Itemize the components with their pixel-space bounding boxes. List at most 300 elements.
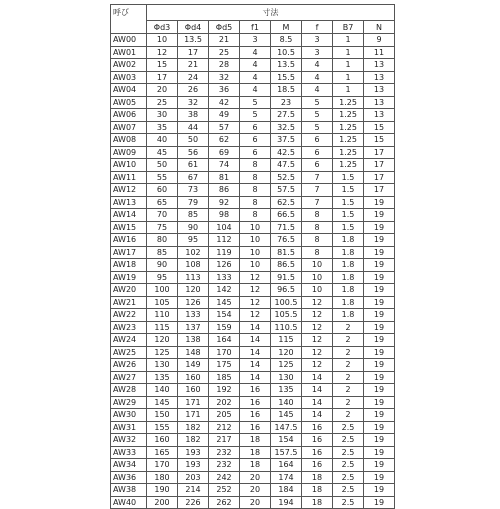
table-row [111, 159, 395, 172]
table-row [111, 346, 395, 359]
column-header: M [271, 21, 302, 34]
table-body [111, 34, 395, 509]
value-cell: 165 [147, 446, 178, 459]
value-cell: 14 [240, 346, 271, 359]
value-cell: 145 [209, 296, 240, 309]
value-cell: 160 [147, 434, 178, 447]
value-cell: 25 [209, 46, 240, 59]
table-row [111, 396, 395, 409]
table-row [111, 109, 395, 122]
value-cell: 17 [364, 171, 395, 184]
value-cell: 19 [364, 359, 395, 372]
value-cell: 1.5 [333, 209, 364, 222]
value-cell: 15 [364, 134, 395, 147]
table-row [111, 84, 395, 97]
value-cell: 170 [209, 346, 240, 359]
value-cell: 5 [302, 96, 333, 109]
value-cell: 27.5 [271, 109, 302, 122]
value-cell: 232 [209, 459, 240, 472]
value-cell: 1 [333, 71, 364, 84]
value-cell: 3 [302, 46, 333, 59]
value-cell: 4 [302, 71, 333, 84]
value-cell: 170 [147, 459, 178, 472]
value-cell: 14 [240, 334, 271, 347]
value-cell: 14 [240, 371, 271, 384]
value-cell: 36 [209, 84, 240, 97]
header-row-columns [111, 21, 395, 34]
value-cell: 147.5 [271, 421, 302, 434]
value-cell: 19 [364, 209, 395, 222]
row-name-cell: AW21 [111, 296, 147, 309]
value-cell: 16 [302, 434, 333, 447]
value-cell: 21 [178, 59, 209, 72]
row-name-cell: AW28 [111, 384, 147, 397]
value-cell: 175 [209, 359, 240, 372]
value-cell: 3 [302, 34, 333, 47]
value-cell: 55 [147, 171, 178, 184]
row-name-cell: AW33 [111, 446, 147, 459]
value-cell: 10 [147, 34, 178, 47]
value-cell: 1.8 [333, 259, 364, 272]
value-cell: 10 [240, 234, 271, 247]
value-cell: 100.5 [271, 296, 302, 309]
value-cell: 1.25 [333, 109, 364, 122]
value-cell: 160 [178, 384, 209, 397]
value-cell: 19 [364, 296, 395, 309]
value-cell: 1.8 [333, 309, 364, 322]
value-cell: 184 [271, 484, 302, 497]
value-cell: 1 [333, 59, 364, 72]
value-cell: 14 [240, 321, 271, 334]
value-cell: 16 [240, 384, 271, 397]
value-cell: 130 [271, 371, 302, 384]
value-cell: 60 [147, 184, 178, 197]
value-cell: 7 [302, 171, 333, 184]
table-row [111, 321, 395, 334]
table-row [111, 171, 395, 184]
value-cell: 45 [147, 146, 178, 159]
value-cell: 81 [209, 171, 240, 184]
value-cell: 5 [240, 96, 271, 109]
value-cell: 71.5 [271, 221, 302, 234]
value-cell: 96.5 [271, 284, 302, 297]
row-name-cell: AW18 [111, 259, 147, 272]
row-name-cell: AW13 [111, 196, 147, 209]
value-cell: 2 [333, 346, 364, 359]
value-cell: 180 [147, 471, 178, 484]
value-cell: 50 [147, 159, 178, 172]
value-cell: 6 [240, 146, 271, 159]
value-cell: 148 [178, 346, 209, 359]
value-cell: 18 [302, 496, 333, 509]
value-cell: 110.5 [271, 321, 302, 334]
value-cell: 19 [364, 346, 395, 359]
value-cell: 25 [147, 96, 178, 109]
value-cell: 145 [147, 396, 178, 409]
value-cell: 232 [209, 446, 240, 459]
value-cell: 192 [209, 384, 240, 397]
row-name-cell: AW04 [111, 84, 147, 97]
value-cell: 133 [178, 309, 209, 322]
value-cell: 105.5 [271, 309, 302, 322]
value-cell: 19 [364, 484, 395, 497]
value-cell: 154 [271, 434, 302, 447]
value-cell: 2 [333, 384, 364, 397]
value-cell: 18 [240, 446, 271, 459]
value-cell: 137 [178, 321, 209, 334]
value-cell: 262 [209, 496, 240, 509]
value-cell: 1.25 [333, 134, 364, 147]
table-row [111, 484, 395, 497]
value-cell: 1.5 [333, 196, 364, 209]
row-name-cell: AW32 [111, 434, 147, 447]
value-cell: 133 [209, 271, 240, 284]
value-cell: 130 [147, 359, 178, 372]
value-cell: 35 [147, 121, 178, 134]
row-name-cell: AW30 [111, 409, 147, 422]
value-cell: 149 [178, 359, 209, 372]
value-cell: 86.5 [271, 259, 302, 272]
row-name-cell: AW12 [111, 184, 147, 197]
table-row [111, 284, 395, 297]
value-cell: 95 [147, 271, 178, 284]
value-cell: 190 [147, 484, 178, 497]
value-cell: 2.5 [333, 421, 364, 434]
value-cell: 23 [271, 96, 302, 109]
value-cell: 164 [271, 459, 302, 472]
value-cell: 205 [209, 409, 240, 422]
column-header: Φd4 [178, 21, 209, 34]
value-cell: 104 [209, 221, 240, 234]
value-cell: 50 [178, 134, 209, 147]
value-cell: 19 [364, 434, 395, 447]
value-cell: 30 [147, 109, 178, 122]
value-cell: 159 [209, 321, 240, 334]
table-row [111, 296, 395, 309]
value-cell: 200 [147, 496, 178, 509]
value-cell: 57.5 [271, 184, 302, 197]
column-header: Φd5 [209, 21, 240, 34]
value-cell: 2 [333, 409, 364, 422]
value-cell: 1.8 [333, 271, 364, 284]
value-cell: 6 [240, 121, 271, 134]
value-cell: 95 [178, 234, 209, 247]
value-cell: 91.5 [271, 271, 302, 284]
value-cell: 252 [209, 484, 240, 497]
value-cell: 17 [147, 71, 178, 84]
table-row [111, 221, 395, 234]
value-cell: 49 [209, 109, 240, 122]
value-cell: 142 [209, 284, 240, 297]
value-cell: 115 [147, 321, 178, 334]
table-row [111, 209, 395, 222]
value-cell: 214 [178, 484, 209, 497]
value-cell: 62 [209, 134, 240, 147]
value-cell: 13 [364, 84, 395, 97]
row-name-cell: AW02 [111, 59, 147, 72]
value-cell: 90 [178, 221, 209, 234]
value-cell: 19 [364, 309, 395, 322]
table-row [111, 496, 395, 509]
value-cell: 8 [240, 171, 271, 184]
value-cell: 138 [178, 334, 209, 347]
value-cell: 18 [302, 471, 333, 484]
value-cell: 2 [333, 321, 364, 334]
value-cell: 79 [178, 196, 209, 209]
value-cell: 8 [302, 246, 333, 259]
value-cell: 120 [178, 284, 209, 297]
value-cell: 194 [271, 496, 302, 509]
table-row [111, 96, 395, 109]
value-cell: 26 [178, 84, 209, 97]
value-cell: 21 [209, 34, 240, 47]
value-cell: 20 [240, 484, 271, 497]
value-cell: 47.5 [271, 159, 302, 172]
value-cell: 4 [302, 59, 333, 72]
value-cell: 1.8 [333, 296, 364, 309]
value-cell: 12 [240, 296, 271, 309]
value-cell: 19 [364, 384, 395, 397]
value-cell: 182 [178, 434, 209, 447]
value-cell: 1.25 [333, 159, 364, 172]
value-cell: 19 [364, 496, 395, 509]
value-cell: 2 [333, 396, 364, 409]
value-cell: 70 [147, 209, 178, 222]
row-name-cell: AW05 [111, 96, 147, 109]
value-cell: 8 [240, 209, 271, 222]
value-cell: 6 [302, 146, 333, 159]
value-cell: 19 [364, 234, 395, 247]
value-cell: 18.5 [271, 84, 302, 97]
row-name-cell: AW19 [111, 271, 147, 284]
value-cell: 126 [209, 259, 240, 272]
value-cell: 16 [302, 459, 333, 472]
table-row [111, 371, 395, 384]
value-cell: 1.8 [333, 246, 364, 259]
value-cell: 20 [240, 496, 271, 509]
value-cell: 19 [364, 259, 395, 272]
value-cell: 74 [209, 159, 240, 172]
value-cell: 115 [271, 334, 302, 347]
table-row [111, 434, 395, 447]
value-cell: 174 [271, 471, 302, 484]
value-cell: 2.5 [333, 434, 364, 447]
row-name-cell: AW10 [111, 159, 147, 172]
value-cell: 110 [147, 309, 178, 322]
value-cell: 86 [209, 184, 240, 197]
table-row [111, 34, 395, 47]
value-cell: 19 [364, 371, 395, 384]
value-cell: 120 [271, 346, 302, 359]
value-cell: 28 [209, 59, 240, 72]
value-cell: 18 [240, 459, 271, 472]
value-cell: 52.5 [271, 171, 302, 184]
value-cell: 2.5 [333, 446, 364, 459]
value-cell: 66.5 [271, 209, 302, 222]
value-cell: 4 [240, 59, 271, 72]
row-name-cell: AW17 [111, 246, 147, 259]
dimension-table [110, 4, 395, 509]
dimension-table-container [110, 4, 395, 509]
value-cell: 119 [209, 246, 240, 259]
value-cell: 17 [178, 46, 209, 59]
column-header: f1 [240, 21, 271, 34]
value-cell: 10 [302, 284, 333, 297]
value-cell: 8.5 [271, 34, 302, 47]
value-cell: 14 [302, 384, 333, 397]
value-cell: 69 [209, 146, 240, 159]
value-cell: 171 [178, 409, 209, 422]
value-cell: 135 [147, 371, 178, 384]
value-cell: 126 [178, 296, 209, 309]
value-cell: 16 [240, 409, 271, 422]
table-row [111, 459, 395, 472]
value-cell: 19 [364, 471, 395, 484]
row-name-cell: AW36 [111, 471, 147, 484]
value-cell: 1.25 [333, 121, 364, 134]
row-name-cell: AW07 [111, 121, 147, 134]
table-row [111, 259, 395, 272]
value-cell: 32 [209, 71, 240, 84]
corner-label: 呼び [111, 5, 147, 34]
value-cell: 13.5 [178, 34, 209, 47]
row-name-cell: AW34 [111, 459, 147, 472]
value-cell: 19 [364, 421, 395, 434]
row-name-cell: AW38 [111, 484, 147, 497]
value-cell: 61 [178, 159, 209, 172]
value-cell: 73 [178, 184, 209, 197]
value-cell: 80 [147, 234, 178, 247]
value-cell: 13 [364, 71, 395, 84]
value-cell: 1.5 [333, 184, 364, 197]
value-cell: 17 [364, 184, 395, 197]
value-cell: 125 [147, 346, 178, 359]
value-cell: 140 [147, 384, 178, 397]
value-cell: 5 [302, 109, 333, 122]
column-header: B7 [333, 21, 364, 34]
table-row [111, 409, 395, 422]
value-cell: 12 [302, 309, 333, 322]
row-name-cell: AW03 [111, 71, 147, 84]
value-cell: 4 [240, 71, 271, 84]
row-name-cell: AW20 [111, 284, 147, 297]
table-row [111, 359, 395, 372]
value-cell: 140 [271, 396, 302, 409]
value-cell: 182 [178, 421, 209, 434]
value-cell: 1 [333, 34, 364, 47]
table-row [111, 446, 395, 459]
value-cell: 85 [147, 246, 178, 259]
table-row [111, 59, 395, 72]
row-name-cell: AW11 [111, 171, 147, 184]
value-cell: 226 [178, 496, 209, 509]
value-cell: 7 [302, 196, 333, 209]
value-cell: 217 [209, 434, 240, 447]
value-cell: 18 [240, 434, 271, 447]
value-cell: 2.5 [333, 459, 364, 472]
value-cell: 13.5 [271, 59, 302, 72]
value-cell: 1.25 [333, 96, 364, 109]
value-cell: 145 [271, 409, 302, 422]
value-cell: 154 [209, 309, 240, 322]
row-name-cell: AW27 [111, 371, 147, 384]
value-cell: 13 [364, 96, 395, 109]
row-name-cell: AW22 [111, 309, 147, 322]
value-cell: 6 [240, 134, 271, 147]
table-row [111, 184, 395, 197]
value-cell: 15.5 [271, 71, 302, 84]
row-name-cell: AW16 [111, 234, 147, 247]
row-name-cell: AW08 [111, 134, 147, 147]
value-cell: 12 [240, 284, 271, 297]
value-cell: 10 [240, 259, 271, 272]
value-cell: 1 [333, 84, 364, 97]
value-cell: 19 [364, 446, 395, 459]
value-cell: 10.5 [271, 46, 302, 59]
row-name-cell: AW29 [111, 396, 147, 409]
value-cell: 125 [271, 359, 302, 372]
row-name-cell: AW25 [111, 346, 147, 359]
table-row [111, 71, 395, 84]
row-name-cell: AW01 [111, 46, 147, 59]
table-row [111, 384, 395, 397]
value-cell: 15 [147, 59, 178, 72]
value-cell: 38 [178, 109, 209, 122]
value-cell: 2 [333, 334, 364, 347]
value-cell: 155 [147, 421, 178, 434]
value-cell: 16 [302, 421, 333, 434]
value-cell: 67 [178, 171, 209, 184]
value-cell: 12 [147, 46, 178, 59]
value-cell: 8 [240, 159, 271, 172]
value-cell: 10 [240, 221, 271, 234]
value-cell: 203 [178, 471, 209, 484]
value-cell: 2.5 [333, 496, 364, 509]
value-cell: 3 [240, 34, 271, 47]
value-cell: 32.5 [271, 121, 302, 134]
value-cell: 12 [302, 346, 333, 359]
value-cell: 4 [240, 46, 271, 59]
column-header: f [302, 21, 333, 34]
value-cell: 171 [178, 396, 209, 409]
group-label: 寸法 [147, 5, 395, 21]
value-cell: 7 [302, 184, 333, 197]
header-row-group [111, 5, 395, 21]
value-cell: 13 [364, 59, 395, 72]
row-name-cell: AW40 [111, 496, 147, 509]
value-cell: 193 [178, 459, 209, 472]
value-cell: 2.5 [333, 471, 364, 484]
value-cell: 16 [240, 396, 271, 409]
value-cell: 10 [240, 246, 271, 259]
value-cell: 6 [302, 159, 333, 172]
value-cell: 4 [240, 84, 271, 97]
value-cell: 12 [240, 309, 271, 322]
value-cell: 14 [302, 409, 333, 422]
value-cell: 5 [302, 121, 333, 134]
value-cell: 12 [302, 321, 333, 334]
value-cell: 20 [147, 84, 178, 97]
value-cell: 8 [302, 209, 333, 222]
row-name-cell: AW06 [111, 109, 147, 122]
row-name-cell: AW15 [111, 221, 147, 234]
table-row [111, 334, 395, 347]
value-cell: 12 [240, 271, 271, 284]
value-cell: 9 [364, 34, 395, 47]
value-cell: 100 [147, 284, 178, 297]
value-cell: 113 [178, 271, 209, 284]
value-cell: 19 [364, 284, 395, 297]
